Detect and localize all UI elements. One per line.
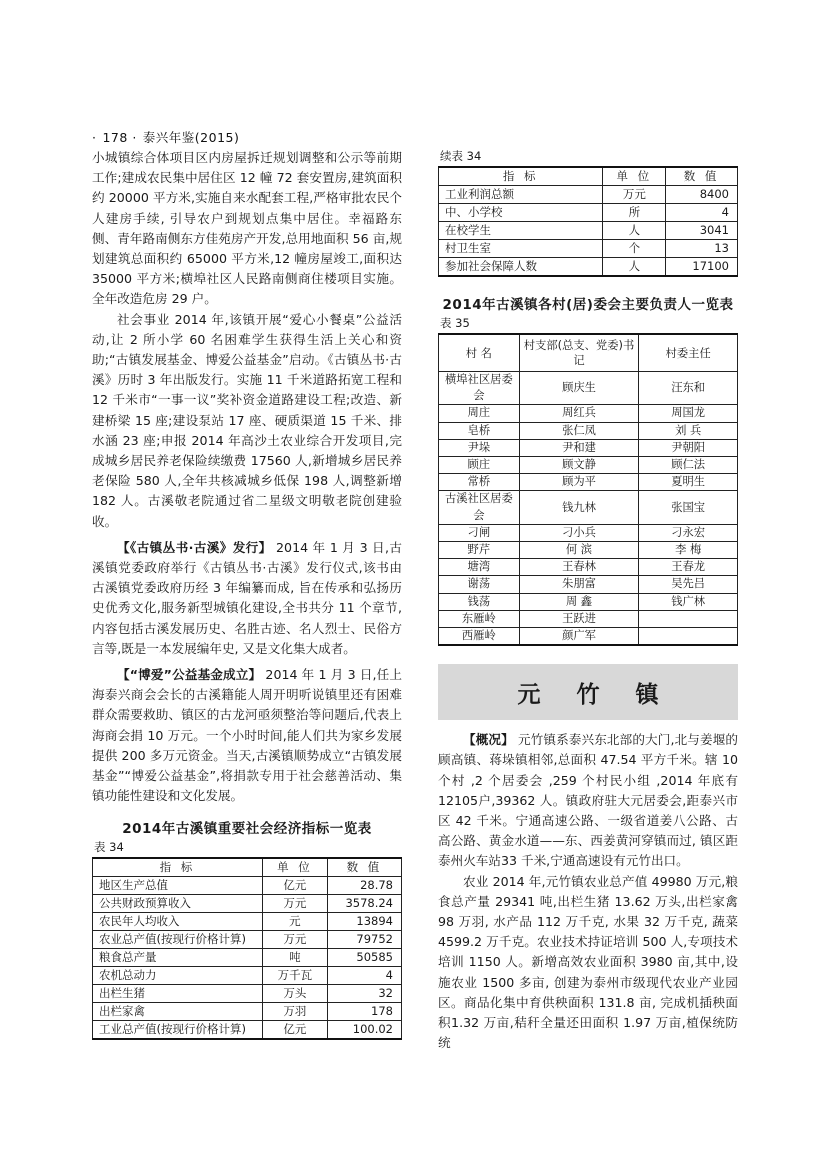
table34-cont-header-unit: 单 位 bbox=[603, 167, 666, 186]
cell-unit: 万元 bbox=[262, 930, 327, 948]
cell-secretary: 王春林 bbox=[519, 559, 639, 576]
cell-unit: 万羽 bbox=[262, 1002, 327, 1020]
table-row bbox=[439, 439, 738, 456]
cell-director: 汪东和 bbox=[639, 372, 738, 405]
cell-director: 钱广林 bbox=[639, 593, 738, 610]
cell-unit: 万元 bbox=[262, 894, 327, 912]
cell-item: 在校学生 bbox=[439, 222, 603, 240]
table34-header-item: 指 标 bbox=[93, 858, 263, 877]
table-row bbox=[439, 524, 738, 541]
cell-secretary: 周 鑫 bbox=[519, 593, 639, 610]
header-bullet-left: · bbox=[92, 130, 98, 145]
entry-guzhen-series-head: 【《古镇丛书·古溪》发行】 bbox=[117, 539, 272, 555]
table34-header-row bbox=[93, 858, 402, 877]
table-row bbox=[439, 542, 738, 559]
table35 bbox=[438, 333, 738, 646]
table34-continued bbox=[438, 166, 738, 277]
cell-item: 中、小学校 bbox=[439, 204, 603, 222]
cell-value: 4 bbox=[327, 966, 401, 984]
table34-continued-label: 续表 34 bbox=[440, 149, 482, 163]
cell-village: 钱荡 bbox=[439, 593, 520, 610]
cell-director: 李 梅 bbox=[639, 542, 738, 559]
table-row bbox=[439, 186, 738, 204]
cell-item: 工业利润总额 bbox=[439, 186, 603, 204]
cell-value: 8400 bbox=[666, 186, 738, 204]
cell-village: 周庄 bbox=[439, 405, 520, 422]
cell-value: 13 bbox=[666, 240, 738, 258]
cell-village: 常桥 bbox=[439, 474, 520, 491]
cell-director: 张国宝 bbox=[639, 491, 738, 524]
cell-item: 出栏生猪 bbox=[93, 984, 263, 1002]
table35-header-director: 村委主任 bbox=[639, 334, 738, 372]
table-row bbox=[93, 894, 402, 912]
cell-value: 3041 bbox=[666, 222, 738, 240]
table-row bbox=[439, 491, 738, 524]
cell-value: 28.78 bbox=[327, 876, 401, 894]
cell-unit: 万元 bbox=[603, 186, 666, 204]
paragraph-continuation: 小城镇综合体项目区内房屋拆迁规划调整和公示等前期工作;建成农民集中居住区 12 幢 72 套安置房,建筑面积约 20000 平方米,实施自来水配套工程,严格审批农民个人建房手续, 引导农户到规划点集中居住。幸福路东侧、青年路南侧东方佳苑房产开发,总用地面积 56 亩,规划建筑总面积约 65000 平方米,12 幢房屋竣工,面积达 35000 平方米;横埠社区人民路南侧商住楼项目实施。全年改造危房 29 户。 bbox=[92, 150, 402, 307]
cell-value: 79752 bbox=[327, 930, 401, 948]
cell-village: 东雁岭 bbox=[439, 610, 520, 627]
cell-village: 塘湾 bbox=[439, 559, 520, 576]
cell-value: 17100 bbox=[666, 258, 738, 277]
cell-unit: 万头 bbox=[262, 984, 327, 1002]
cell-value: 32 bbox=[327, 984, 401, 1002]
table-row bbox=[93, 948, 402, 966]
cell-item: 村卫生室 bbox=[439, 240, 603, 258]
section-banner-title: 元 竹 镇 bbox=[517, 680, 673, 708]
cell-village: 顾庄 bbox=[439, 457, 520, 474]
table-row bbox=[439, 628, 738, 646]
cell-director: 刘 兵 bbox=[639, 422, 738, 439]
table-row bbox=[439, 610, 738, 627]
cell-item: 工业总产值(按现行价格计算) bbox=[93, 1020, 263, 1039]
cell-unit: 吨 bbox=[262, 948, 327, 966]
left-column bbox=[92, 148, 402, 1040]
cell-value: 13894 bbox=[327, 912, 401, 930]
entry-boai-fund-text: 2014 年 1 月 3 日,任上海泰兴商会会长的古溪籍能人周开明听说镇里还有困难群众需要救助、镇区的古龙河亟须整治等问题后,代表上海商会捐 10 万元。一个小时时间,能人们共为家乡发展提供 200 多万元资金。当天,古溪镇顺势成立“古镇发展基金”“博爱公益基金”,将捐款专用于社会慈善活动、集镇功能性建设和文化发展。 bbox=[92, 667, 402, 804]
cell-director: 周国龙 bbox=[639, 405, 738, 422]
cell-secretary: 朱朋富 bbox=[519, 576, 639, 593]
cell-secretary: 尹和建 bbox=[519, 439, 639, 456]
table-row bbox=[93, 930, 402, 948]
cell-value: 100.02 bbox=[327, 1020, 401, 1039]
cell-village: 古溪社区居委会 bbox=[439, 491, 520, 524]
paragraph-social-affairs: 社会事业 2014 年,该镇开展“爱心小餐桌”公益活动,让 2 所小学 60 名困难学生获得生活上关心和资助;“古镇发展基金、博爱公益基金”启动。《古镇丛书·古溪》历时 3 年出版发行。实施 11 千米道路拓宽工程和 12 千米市“一事一议”奖补资金道路建设工程;改造、新建桥梁 15 座;建设泵站 17 座、硬质渠道 15 千米、排水涵 23 座;申报 2014 年高沙土农业综合开发项目,完成城乡居民养老保险续缴费 17560 人,新增城乡居民养老保险 580 人,全年共核减城乡低保 198 人,调整新增 182 人。古溪敬老院通过省二星级文明敬老院创建验收。 bbox=[92, 311, 402, 529]
table-row bbox=[439, 204, 738, 222]
cell-unit: 人 bbox=[603, 222, 666, 240]
cell-secretary: 顾为平 bbox=[519, 474, 639, 491]
entry-boai-fund-head: 【“博爱”公益基金成立】 bbox=[117, 667, 262, 683]
cell-value: 178 bbox=[327, 1002, 401, 1020]
table34-cont-header-item: 指 标 bbox=[439, 167, 603, 186]
cell-village: 野芹 bbox=[439, 542, 520, 559]
table-row bbox=[93, 966, 402, 984]
cell-director: 刁永宏 bbox=[639, 524, 738, 541]
table-row bbox=[93, 912, 402, 930]
page-number: 178 bbox=[102, 130, 128, 145]
table-row bbox=[439, 576, 738, 593]
cell-secretary: 王跃进 bbox=[519, 610, 639, 627]
table-row bbox=[439, 258, 738, 277]
table34 bbox=[92, 857, 402, 1040]
cell-village: 谢荡 bbox=[439, 576, 520, 593]
entry-overview bbox=[438, 730, 738, 871]
cell-director: 顾仁法 bbox=[639, 457, 738, 474]
page-header bbox=[92, 128, 239, 146]
cell-item: 粮食总产量 bbox=[93, 948, 263, 966]
cell-director bbox=[639, 628, 738, 646]
table34-header-unit: 单 位 bbox=[262, 858, 327, 877]
cell-value: 4 bbox=[666, 204, 738, 222]
table35-header-village: 村 名 bbox=[439, 334, 520, 372]
table34-body bbox=[93, 876, 402, 1039]
entry-overview-head: 【概况】 bbox=[463, 732, 514, 748]
table35-title: 2014年古溪镇各村(居)委会主要负责人一览表 bbox=[442, 297, 734, 313]
cell-item: 农民年人均收入 bbox=[93, 912, 263, 930]
table35-header-row bbox=[439, 334, 738, 372]
header-bullet-right: · bbox=[132, 130, 139, 145]
cell-director: 尹朝阳 bbox=[639, 439, 738, 456]
table34-cont-header-row bbox=[439, 167, 738, 186]
table-row bbox=[439, 372, 738, 405]
table-row bbox=[93, 876, 402, 894]
cell-unit: 亿元 bbox=[262, 1020, 327, 1039]
table-row bbox=[93, 984, 402, 1002]
right-column bbox=[438, 148, 738, 1054]
table35-number: 表 35 bbox=[440, 316, 470, 330]
paragraph-agriculture: 农业 2014 年,元竹镇农业总产值 49980 万元,粮食总产量 29341 吨,出栏生猪 13.62 万头,出栏家禽98 万羽, 水产品 112 万千克, 水果 32 万千克, 蔬菜4599.2 万千克。农业技术持证培训 500 人,专项技术培训 1150 人。新增高效农业面积 3980 亩,其中,设施农业 1500 多亩, 创建为泰州市级现代农业产业园区。商品化集中育供秧面积 131.8 亩, 完成机插秧面积1.32 万亩,秸秆全量还田面积 1.97 万亩,植保统防统 bbox=[438, 873, 738, 1051]
table34-number: 表 34 bbox=[94, 839, 124, 854]
cell-village: 西雁岭 bbox=[439, 628, 520, 646]
cell-unit: 亿元 bbox=[262, 876, 327, 894]
table-row bbox=[439, 240, 738, 258]
cell-director: 夏明生 bbox=[639, 474, 738, 491]
cell-item: 农机总动力 bbox=[93, 966, 263, 984]
cell-secretary: 钱九林 bbox=[519, 491, 639, 524]
table-row bbox=[439, 593, 738, 610]
cell-unit: 元 bbox=[262, 912, 327, 930]
book-title: 泰兴年鉴(2015) bbox=[142, 130, 240, 145]
table34-header-value: 数 值 bbox=[327, 858, 401, 877]
table-row bbox=[439, 457, 738, 474]
cell-secretary: 颜广军 bbox=[519, 628, 639, 646]
entry-guzhen-series bbox=[92, 538, 402, 659]
cell-secretary: 顾庆生 bbox=[519, 372, 639, 405]
table-row bbox=[439, 222, 738, 240]
cell-item: 参加社会保障人数 bbox=[439, 258, 603, 277]
table34-cont-body bbox=[439, 186, 738, 277]
cell-secretary: 张仁凤 bbox=[519, 422, 639, 439]
table-row bbox=[439, 422, 738, 439]
cell-village: 皂桥 bbox=[439, 422, 520, 439]
cell-director: 王春龙 bbox=[639, 559, 738, 576]
entry-boai-fund bbox=[92, 665, 402, 806]
cell-director bbox=[639, 610, 738, 627]
cell-unit: 所 bbox=[603, 204, 666, 222]
section-banner bbox=[438, 664, 738, 720]
cell-item: 地区生产总值 bbox=[93, 876, 263, 894]
table-row bbox=[93, 1002, 402, 1020]
cell-village: 横埠社区居委会 bbox=[439, 372, 520, 405]
cell-value: 50585 bbox=[327, 948, 401, 966]
table34-cont-header-value: 数 值 bbox=[666, 167, 738, 186]
cell-item: 农业总产值(按现行价格计算) bbox=[93, 930, 263, 948]
table-row bbox=[439, 559, 738, 576]
table-row bbox=[439, 474, 738, 491]
table35-body bbox=[439, 372, 738, 646]
table-row bbox=[439, 405, 738, 422]
cell-value: 3578.24 bbox=[327, 894, 401, 912]
cell-village: 尹垛 bbox=[439, 439, 520, 456]
table35-header-secretary: 村支部(总支、党委)书记 bbox=[519, 334, 639, 372]
cell-unit: 万千瓦 bbox=[262, 966, 327, 984]
cell-item: 出栏家禽 bbox=[93, 1002, 263, 1020]
cell-secretary: 顾文静 bbox=[519, 457, 639, 474]
cell-village: 刁闸 bbox=[439, 524, 520, 541]
cell-director: 吴先吕 bbox=[639, 576, 738, 593]
cell-secretary: 刁小兵 bbox=[519, 524, 639, 541]
table34-title: 2014年古溪镇重要社会经济指标一览表 bbox=[122, 820, 372, 837]
entry-guzhen-series-text: 2014 年 1 月 3 日,古溪镇党委政府举行《古镇丛书·古溪》发行仪式,该书由古溪镇党委政府历经 3 年编纂而成, 旨在传承和弘扬历史优秀文化,服务新型城镇化建设,全书共分 11 个章节,内容包括古溪发展历史、名胜古迹、名人烈士、民俗方言等,既是一本发展编年史, 又是文化集大成者。 bbox=[92, 539, 403, 656]
entry-overview-text: 元竹镇系泰兴东北部的大门,北与姜堰的顾高镇、蒋垛镇相邻,总面积 47.54 平方千米。辖 10 个村 ,2 个居委会 ,259 个村民小组 ,2014 年底有 12105户,39362 人。镇政府驻大元居委会,距泰兴市区 42 千米。宁通高速公路、一级省道姜八公路、古高公路、黄金水道——东、西姜黄河穿镇而过, 镇区距泰州火车站33 千米,宁通高速设有元竹出口。 bbox=[438, 732, 739, 869]
cell-unit: 人 bbox=[603, 258, 666, 277]
cell-secretary: 何 滨 bbox=[519, 542, 639, 559]
cell-unit: 个 bbox=[603, 240, 666, 258]
cell-item: 公共财政预算收入 bbox=[93, 894, 263, 912]
table-row bbox=[93, 1020, 402, 1039]
cell-secretary: 周红兵 bbox=[519, 405, 639, 422]
